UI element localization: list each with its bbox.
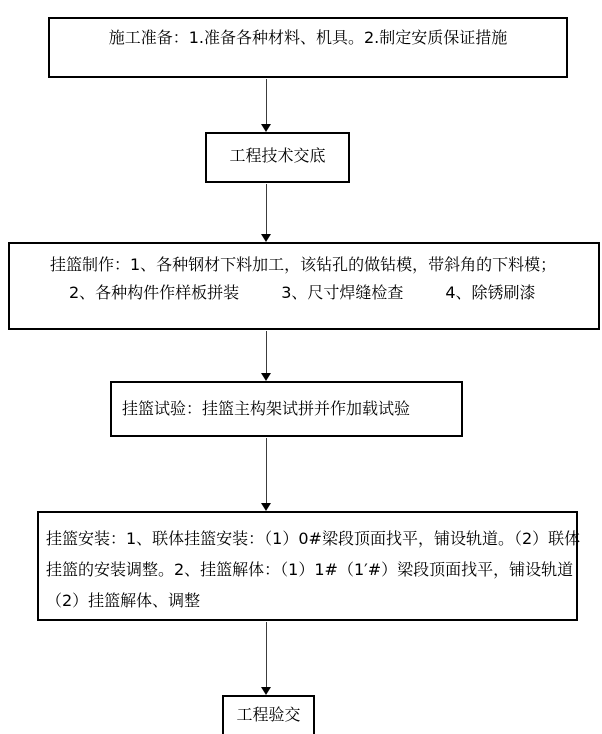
basket-fabrication-line1: 挂篮制作：1、各种钢材下料加工，该钻孔的做钻模，带斜角的下料模；	[50, 255, 557, 274]
connector-line	[266, 622, 267, 688]
project-acceptance-label: 工程验交	[236, 705, 301, 724]
construction-preparation-label: 施工准备：1.准备各种材料、机具。2.制定安质保证措施	[108, 28, 508, 47]
flow-node-basket-fabrication	[8, 242, 600, 330]
down-arrowhead-icon	[261, 373, 271, 381]
technical-disclosure-label: 工程技术交底	[229, 146, 326, 165]
connector-line	[266, 184, 267, 235]
flow-connector-5	[261, 622, 272, 695]
flow-node-construction-preparation	[48, 17, 568, 78]
basket-installation-line3: （2）挂篮解体、调整	[46, 591, 201, 610]
fabrication-step-4: 4、除锈刷漆	[445, 283, 536, 302]
flow-connector-4	[261, 438, 272, 511]
flow-node-basket-load-test	[110, 381, 463, 437]
down-arrowhead-icon	[261, 124, 271, 132]
fabrication-step-3: 3、尺寸焊缝检查	[281, 283, 404, 302]
down-arrowhead-icon	[261, 234, 271, 242]
flow-connector-2	[261, 184, 272, 242]
flow-node-technical-disclosure	[205, 132, 350, 183]
basket-installation-line2: 挂篮的安装调整。2、挂篮解体：（1）1#（1′#）梁段顶面找平，铺设轨道	[46, 560, 574, 579]
fabrication-step-2: 2、各种构件作样板拼装	[69, 283, 240, 302]
basket-installation-line1: 挂篮安装：1、联体挂篮安装：（1）0#梁段顶面找平，铺设轨道。（2）联体	[46, 529, 581, 548]
connector-line	[266, 79, 267, 125]
connector-line	[266, 331, 267, 374]
flow-connector-3	[261, 331, 272, 381]
flow-node-project-acceptance	[222, 695, 315, 734]
basket-load-test-label: 挂篮试验：挂篮主构架试拼并作加载试验	[122, 398, 411, 418]
connector-line	[266, 438, 267, 504]
basket-fabrication-line2	[50, 279, 592, 307]
flow-connector-1	[261, 79, 272, 132]
down-arrowhead-icon	[261, 687, 271, 695]
flow-node-basket-installation	[37, 511, 581, 621]
down-arrowhead-icon	[261, 503, 271, 511]
